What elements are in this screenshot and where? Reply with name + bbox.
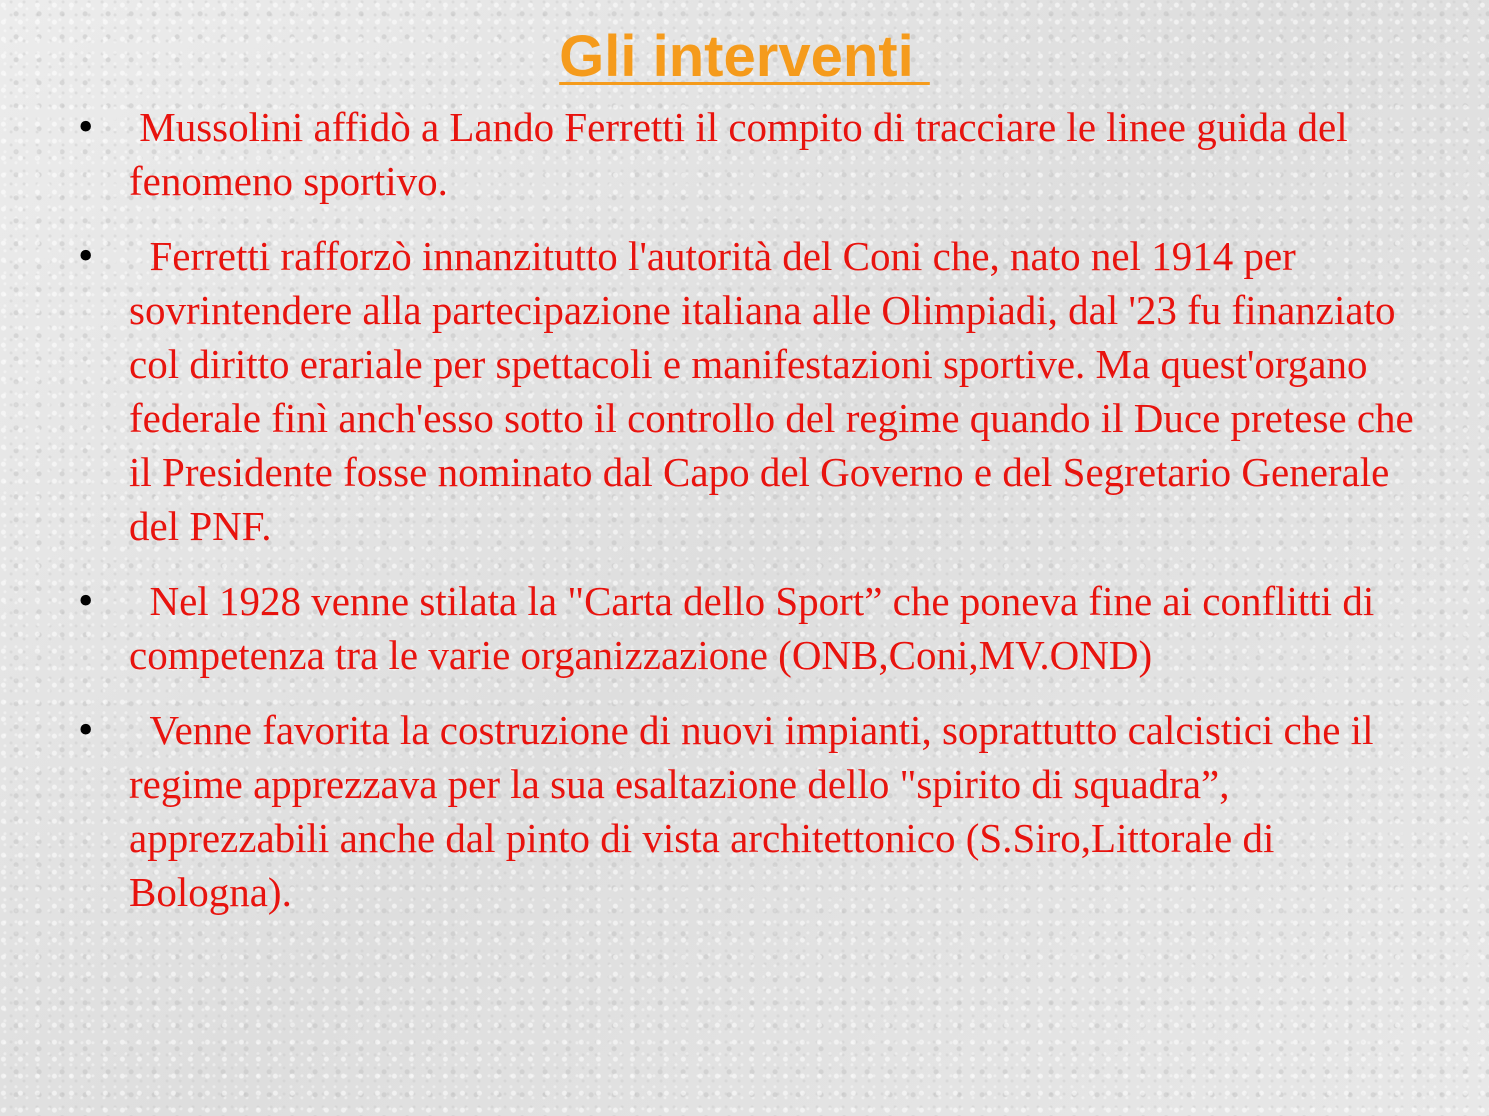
bullet-list — [0, 100, 1489, 940]
bullet-dot-icon: • — [78, 102, 94, 151]
bullet-text: Venne favorita la costruzione di nuovi impianti, soprattutto calcistici che il regime apprezzava per la sua esaltazione dello "spirito di squadra”, apprezzabili anche dal pinto di vista architettonico (S.Siro,Littorale di Bologna). — [129, 707, 1384, 915]
bullet-text: Nel 1928 venne stilata la "Carta dello Sport” che poneva fine ai conflitti di competenza tra le varie organizzazione (ONB,Coni,MV.OND) — [129, 578, 1385, 678]
bullet-item — [0, 229, 1489, 553]
slide-title-text: Gli interventi — [559, 24, 930, 89]
bullet-text: Ferretti rafforzò innanzitutto l'autorità del Coni che, nato nel 1914 per sovrintendere alla partecipazione italiana alle Olimpiadi, dal '23 fu finanziato col diritto erariale per spettacoli e manifestazioni sportive. Ma quest'organo federale finì anch'esso sotto il controllo del regime quando il Duce pretese che il Presidente fosse nominato dal Capo del Governo e del Segretario Generale del PNF. — [129, 233, 1425, 549]
bullet-item — [0, 574, 1489, 682]
bullet-dot-icon: • — [78, 705, 94, 754]
bullet-dot-icon: • — [78, 576, 94, 625]
bullet-dot-icon: • — [78, 231, 94, 280]
bullet-text: Mussolini affidò a Lando Ferretti il compito di tracciare le linee guida del fenomeno sportivo. — [129, 104, 1358, 204]
bullet-item — [0, 100, 1489, 208]
slide-title — [0, 22, 1489, 92]
bullet-item — [0, 703, 1489, 919]
